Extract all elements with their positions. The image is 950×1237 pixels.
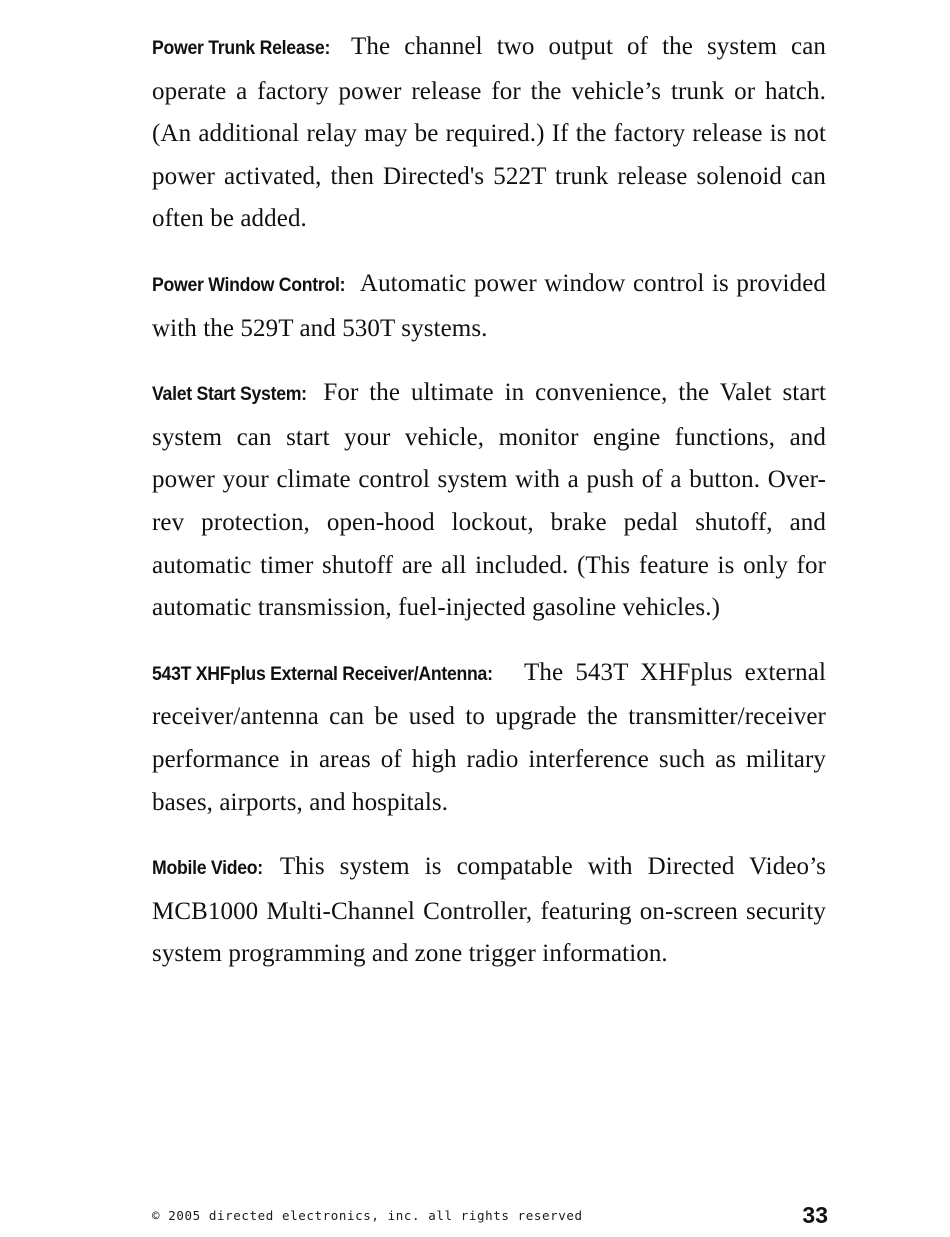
section-mobile-video	[152, 846, 826, 976]
page-footer	[152, 1202, 828, 1230]
section-body: The 543T XHFplus external receiver/antenna can be used to upgrade the transmitter/receiver performance in areas of high radio interference such as military bases, airports, and hospitals.	[152, 658, 826, 816]
section-valet-start-system	[152, 372, 826, 630]
section-heading: Valet Start System:	[152, 384, 307, 406]
copyright-notice: © 2005 directed electronics, inc. all rights reserved	[152, 1208, 583, 1223]
section-external-receiver-antenna	[152, 652, 826, 824]
section-body: Automatic power window control is provided with the 529T and 530T systems.	[152, 269, 826, 342]
section-power-trunk-release	[152, 26, 826, 241]
section-body: For the ultimate in convenience, the Valet start system can start your vehicle, monitor engine functions, and power your climate control system with a push of a button. Over-rev protection, open-hood lockout, brake pedal shutoff, and automatic timer shutoff are all included. (This feature is only for automatic transmission, fuel-injected gasoline vehicles.)	[152, 379, 826, 622]
section-heading: 543T XHFplus External Receiver/Antenna:	[152, 663, 493, 685]
section-heading: Power Trunk Release:	[152, 38, 331, 59]
document-page	[152, 26, 826, 998]
page-number: 33	[802, 1202, 828, 1228]
section-body: This system is compatable with Directed Video’s MCB1000 Multi-Channel Controller, featuring on-screen security system programming and zone trigger information.	[152, 853, 826, 968]
section-heading: Mobile Video:	[152, 858, 263, 880]
section-heading: Power Window Control:	[152, 274, 346, 296]
section-power-window-control	[152, 263, 826, 350]
section-body: The channel two output of the system can operate a factory power release for the vehicle’s trunk or hatch. (An additional relay may be required.) If the factory release is not power activated, then Directed's 522T trunk release solenoid can often be added.	[152, 33, 826, 233]
